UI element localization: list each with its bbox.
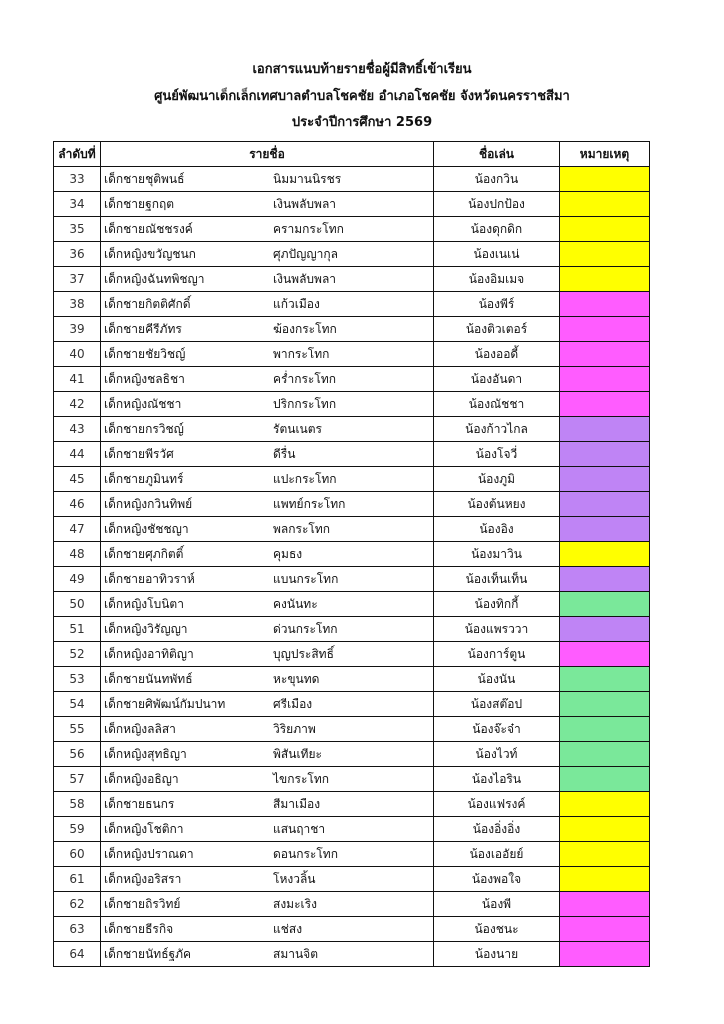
row-full-name xyxy=(101,417,434,442)
table-row xyxy=(54,892,650,917)
row-order-number: 59 xyxy=(54,817,101,842)
row-order-number: 43 xyxy=(54,417,101,442)
document-title: เอกสารแนบท้ายรายชื่อผู้มีสิทธิ์เข้าเรียน xyxy=(252,62,472,77)
row-nickname: น้องอิมเมจ xyxy=(434,267,560,292)
row-first-name: เด็กชายภูมินทร์ xyxy=(104,472,184,486)
row-first-name: เด็กชายนันทพัทธ์ xyxy=(104,672,193,686)
row-full-name xyxy=(101,867,434,892)
row-order-number: 63 xyxy=(54,917,101,942)
row-order-number: 50 xyxy=(54,592,101,617)
row-last-name: นิมมานนิรชร xyxy=(273,172,342,186)
column-header-nickname: ชื่อเล่น xyxy=(434,142,560,167)
row-remark-color-cell xyxy=(560,167,650,192)
table-header-row xyxy=(54,142,650,167)
row-first-name: เด็กชายกิตติศักดิ์ xyxy=(104,297,191,311)
row-order-number: 42 xyxy=(54,392,101,417)
table-row xyxy=(54,217,650,242)
row-full-name xyxy=(101,567,434,592)
row-remark-color-cell xyxy=(560,817,650,842)
row-full-name xyxy=(101,792,434,817)
row-remark-color-cell xyxy=(560,617,650,642)
row-full-name xyxy=(101,167,434,192)
row-nickname: น้องณัชชา xyxy=(434,392,560,417)
row-first-name: เด็กหญิงฉันทพิชญา xyxy=(104,272,205,286)
table-row xyxy=(54,842,650,867)
document-subtitle-center: ศูนย์พัฒนาเด็กเล็กเทศบาลตำบลโชคชัย อำเภอโชคชัย จังหวัดนครราชสีมา xyxy=(154,89,570,104)
row-full-name xyxy=(101,217,434,242)
row-order-number: 49 xyxy=(54,567,101,592)
row-order-number: 51 xyxy=(54,617,101,642)
row-nickname: น้องปกป้อง xyxy=(434,192,560,217)
row-order-number: 64 xyxy=(54,942,101,967)
row-remark-color-cell xyxy=(560,692,650,717)
table-row xyxy=(54,417,650,442)
table-row xyxy=(54,742,650,767)
row-last-name: เงินพลับพลา xyxy=(273,272,337,286)
row-first-name: เด็กชายศุภกิตติ์ xyxy=(104,547,184,561)
row-remark-color-cell xyxy=(560,267,650,292)
row-first-name: เด็กหญิงปราณดา xyxy=(104,847,194,861)
row-remark-color-cell xyxy=(560,317,650,342)
row-last-name: พิสันเทียะ xyxy=(273,747,322,761)
column-header-remark: หมายเหตุ xyxy=(560,142,650,167)
row-first-name: เด็กหญิงขวัญชนก xyxy=(104,247,196,261)
row-last-name: พลกระโทก xyxy=(273,522,331,536)
row-order-number: 48 xyxy=(54,542,101,567)
row-first-name: เด็กชายนัทธ์ฐภัค xyxy=(104,947,192,961)
row-order-number: 55 xyxy=(54,717,101,742)
row-remark-color-cell xyxy=(560,192,650,217)
column-header-order: ลำดับที่ xyxy=(54,142,101,167)
row-remark-color-cell xyxy=(560,292,650,317)
row-order-number: 57 xyxy=(54,767,101,792)
row-last-name: แบนกระโทก xyxy=(273,572,339,586)
row-last-name: คงนันทะ xyxy=(273,597,318,611)
row-last-name: ด่วนกระโทก xyxy=(273,622,338,636)
table-row xyxy=(54,342,650,367)
row-order-number: 56 xyxy=(54,742,101,767)
row-last-name: รัตนเนตร xyxy=(273,422,322,436)
row-order-number: 44 xyxy=(54,442,101,467)
row-order-number: 61 xyxy=(54,867,101,892)
row-full-name xyxy=(101,242,434,267)
row-remark-color-cell xyxy=(560,942,650,967)
row-nickname: น้องมาวิน xyxy=(434,542,560,567)
table-row xyxy=(54,617,650,642)
row-remark-color-cell xyxy=(560,492,650,517)
row-first-name: เด็กชายอาทิวราห์ xyxy=(104,572,195,586)
row-first-name: เด็กหญิงโบนิตา xyxy=(104,597,184,611)
row-nickname: น้องออดี้ xyxy=(434,342,560,367)
row-remark-color-cell xyxy=(560,217,650,242)
row-order-number: 35 xyxy=(54,217,101,242)
row-first-name: เด็กชายถิรวิทย์ xyxy=(104,897,181,911)
table-row xyxy=(54,717,650,742)
row-full-name xyxy=(101,492,434,517)
row-first-name: เด็กชายศิพัฒน์กัมปนาท xyxy=(104,697,226,711)
row-first-name: เด็กชายชัยวิชญ์ xyxy=(104,347,186,361)
table-row xyxy=(54,942,650,967)
table-row xyxy=(54,867,650,892)
row-nickname: น้องจ๊ะจ๋า xyxy=(434,717,560,742)
row-last-name: คุมธง xyxy=(273,547,303,561)
row-order-number: 58 xyxy=(54,792,101,817)
row-first-name: เด็กหญิงชัชชญา xyxy=(104,522,189,536)
row-first-name: เด็กหญิงโชติกา xyxy=(104,822,184,836)
row-nickname: น้องโจวี่ xyxy=(434,442,560,467)
row-remark-color-cell xyxy=(560,342,650,367)
row-remark-color-cell xyxy=(560,642,650,667)
row-order-number: 53 xyxy=(54,667,101,692)
table-row xyxy=(54,692,650,717)
row-order-number: 54 xyxy=(54,692,101,717)
row-remark-color-cell xyxy=(560,442,650,467)
row-nickname: น้องพีร์ xyxy=(434,292,560,317)
row-last-name: วิริยภาพ xyxy=(273,722,316,736)
row-remark-color-cell xyxy=(560,567,650,592)
row-nickname: น้องภูมิ xyxy=(434,467,560,492)
row-first-name: เด็กหญิงณัชชา xyxy=(104,397,182,411)
row-first-name: เด็กชายธีรกิจ xyxy=(104,922,174,936)
row-full-name xyxy=(101,767,434,792)
row-remark-color-cell xyxy=(560,892,650,917)
row-remark-color-cell xyxy=(560,667,650,692)
row-nickname: น้องการ์ตูน xyxy=(434,642,560,667)
row-nickname: น้องนาย xyxy=(434,942,560,967)
row-order-number: 52 xyxy=(54,642,101,667)
row-first-name: เด็กชายชุติพนธ์ xyxy=(104,172,185,186)
row-last-name: แช่สง xyxy=(273,922,303,936)
table-row xyxy=(54,242,650,267)
table-row xyxy=(54,317,650,342)
table-row xyxy=(54,817,650,842)
row-nickname: น้องเนเน่ xyxy=(434,242,560,267)
row-last-name: สมานจิต xyxy=(273,947,318,961)
row-order-number: 46 xyxy=(54,492,101,517)
table-row xyxy=(54,792,650,817)
row-full-name xyxy=(101,717,434,742)
table-row xyxy=(54,192,650,217)
row-nickname: น้องสต๊อป xyxy=(434,692,560,717)
row-first-name: เด็กชายคีรีภัทร xyxy=(104,322,182,336)
row-last-name: ศุภปัญญากุล xyxy=(273,247,338,261)
row-remark-color-cell xyxy=(560,867,650,892)
table-row xyxy=(54,167,650,192)
table-row xyxy=(54,642,650,667)
row-full-name xyxy=(101,617,434,642)
row-first-name: เด็กชายกรวิชญ์ xyxy=(104,422,184,436)
row-remark-color-cell xyxy=(560,842,650,867)
row-full-name xyxy=(101,342,434,367)
row-nickname: น้องชนะ xyxy=(434,917,560,942)
table-row xyxy=(54,917,650,942)
document-academic-year: ประจำปีการศึกษา 2569 xyxy=(291,115,433,130)
row-last-name: ศรีเมือง xyxy=(273,697,313,711)
student-list-table xyxy=(53,141,650,967)
row-nickname: น้องไวท์ xyxy=(434,742,560,767)
row-remark-color-cell xyxy=(560,242,650,267)
row-full-name xyxy=(101,917,434,942)
table-row xyxy=(54,392,650,417)
row-remark-color-cell xyxy=(560,417,650,442)
table-row xyxy=(54,492,650,517)
row-remark-color-cell xyxy=(560,742,650,767)
row-full-name xyxy=(101,542,434,567)
row-first-name: เด็กหญิงกวินทิพย์ xyxy=(104,497,193,511)
row-full-name xyxy=(101,467,434,492)
row-first-name: เด็กชายฐกฤต xyxy=(104,197,175,211)
row-order-number: 47 xyxy=(54,517,101,542)
row-full-name xyxy=(101,192,434,217)
row-remark-color-cell xyxy=(560,517,650,542)
row-remark-color-cell xyxy=(560,917,650,942)
column-header-name: รายชื่อ xyxy=(101,142,434,167)
row-first-name: เด็กหญิงอริสรา xyxy=(104,872,182,886)
row-last-name: ไขกระโทก xyxy=(273,772,330,786)
table-row xyxy=(54,767,650,792)
row-full-name xyxy=(101,742,434,767)
row-last-name: แสนฤาชา xyxy=(273,822,326,836)
row-order-number: 62 xyxy=(54,892,101,917)
row-last-name: ครามกระโทก xyxy=(273,222,344,236)
table-row xyxy=(54,367,650,392)
row-last-name: แปะกระโทก xyxy=(273,472,337,486)
row-last-name: โหงวลิ้น xyxy=(273,872,316,886)
row-nickname: น้องกวิน xyxy=(434,167,560,192)
row-last-name: บุญประสิทธิ์ xyxy=(273,647,334,661)
row-nickname: น้องอิง xyxy=(434,517,560,542)
row-order-number: 45 xyxy=(54,467,101,492)
row-nickname: น้องเออัยย์ xyxy=(434,842,560,867)
table-row xyxy=(54,517,650,542)
row-full-name xyxy=(101,292,434,317)
row-full-name xyxy=(101,692,434,717)
row-full-name xyxy=(101,392,434,417)
row-full-name xyxy=(101,667,434,692)
table-row xyxy=(54,592,650,617)
row-last-name: พากระโทก xyxy=(273,347,330,361)
row-nickname: น้องแฟรงค์ xyxy=(434,792,560,817)
row-full-name xyxy=(101,367,434,392)
row-last-name: คร่ำกระโทก xyxy=(273,372,336,386)
row-nickname: น้องนัน xyxy=(434,667,560,692)
row-order-number: 41 xyxy=(54,367,101,392)
row-full-name xyxy=(101,317,434,342)
row-remark-color-cell xyxy=(560,542,650,567)
row-last-name: หะขุนทด xyxy=(273,672,320,686)
row-last-name: ฆ้องกระโทก xyxy=(273,322,337,336)
row-full-name xyxy=(101,892,434,917)
row-remark-color-cell xyxy=(560,392,650,417)
row-full-name xyxy=(101,517,434,542)
row-order-number: 37 xyxy=(54,267,101,292)
row-full-name xyxy=(101,817,434,842)
row-full-name xyxy=(101,267,434,292)
row-nickname: น้องทิกกี้ xyxy=(434,592,560,617)
table-row xyxy=(54,667,650,692)
row-full-name xyxy=(101,642,434,667)
row-nickname: น้องเท็นเท็น xyxy=(434,567,560,592)
row-nickname: น้องพอใจ xyxy=(434,867,560,892)
row-first-name: เด็กชายณัชชรงค์ xyxy=(104,222,193,236)
row-first-name: เด็กหญิงชลธิชา xyxy=(104,372,185,386)
row-first-name: เด็กหญิงวิรัญญา xyxy=(104,622,188,636)
row-first-name: เด็กหญิงสุทธิญา xyxy=(104,747,187,761)
row-nickname: น้องอันดา xyxy=(434,367,560,392)
row-last-name: ปริกกระโทก xyxy=(273,397,337,411)
row-first-name: เด็กหญิงอธิญา xyxy=(104,772,179,786)
row-order-number: 38 xyxy=(54,292,101,317)
row-nickname: น้องต้นหยง xyxy=(434,492,560,517)
row-nickname: น้องอิ่งอิ่ง xyxy=(434,817,560,842)
row-remark-color-cell xyxy=(560,467,650,492)
row-order-number: 36 xyxy=(54,242,101,267)
row-full-name xyxy=(101,942,434,967)
row-remark-color-cell xyxy=(560,717,650,742)
row-order-number: 34 xyxy=(54,192,101,217)
row-remark-color-cell xyxy=(560,592,650,617)
row-order-number: 60 xyxy=(54,842,101,867)
row-nickname: น้องแพรววา xyxy=(434,617,560,642)
row-order-number: 40 xyxy=(54,342,101,367)
row-first-name: เด็กหญิงลลิสา xyxy=(104,722,176,736)
row-nickname: น้องพี xyxy=(434,892,560,917)
row-nickname: น้องติวเตอร์ xyxy=(434,317,560,342)
row-nickname: น้องดุกดิก xyxy=(434,217,560,242)
row-full-name xyxy=(101,842,434,867)
row-remark-color-cell xyxy=(560,792,650,817)
row-last-name: ดอนกระโทก xyxy=(273,847,338,861)
row-last-name: เงินพลับพลา xyxy=(273,197,337,211)
row-nickname: น้องไอริน xyxy=(434,767,560,792)
row-full-name xyxy=(101,442,434,467)
row-nickname: น้องก้าวไกล xyxy=(434,417,560,442)
row-first-name: เด็กหญิงอาทิติญา xyxy=(104,647,194,661)
row-last-name: สีมาเมือง xyxy=(273,797,321,811)
table-row xyxy=(54,267,650,292)
row-order-number: 33 xyxy=(54,167,101,192)
row-order-number: 39 xyxy=(54,317,101,342)
row-first-name: เด็กชายพีรวัศ xyxy=(104,447,174,461)
table-row xyxy=(54,292,650,317)
row-last-name: แพทย์กระโทก xyxy=(273,497,346,511)
table-row xyxy=(54,467,650,492)
row-last-name: ดีรื่น xyxy=(273,447,296,461)
table-row xyxy=(54,567,650,592)
row-full-name xyxy=(101,592,434,617)
row-first-name: เด็กชายธนกร xyxy=(104,797,175,811)
table-row xyxy=(54,542,650,567)
row-last-name: สงมะเริง xyxy=(273,897,317,911)
row-remark-color-cell xyxy=(560,767,650,792)
table-row xyxy=(54,442,650,467)
row-last-name: แก้วเมือง xyxy=(273,297,320,311)
row-remark-color-cell xyxy=(560,367,650,392)
